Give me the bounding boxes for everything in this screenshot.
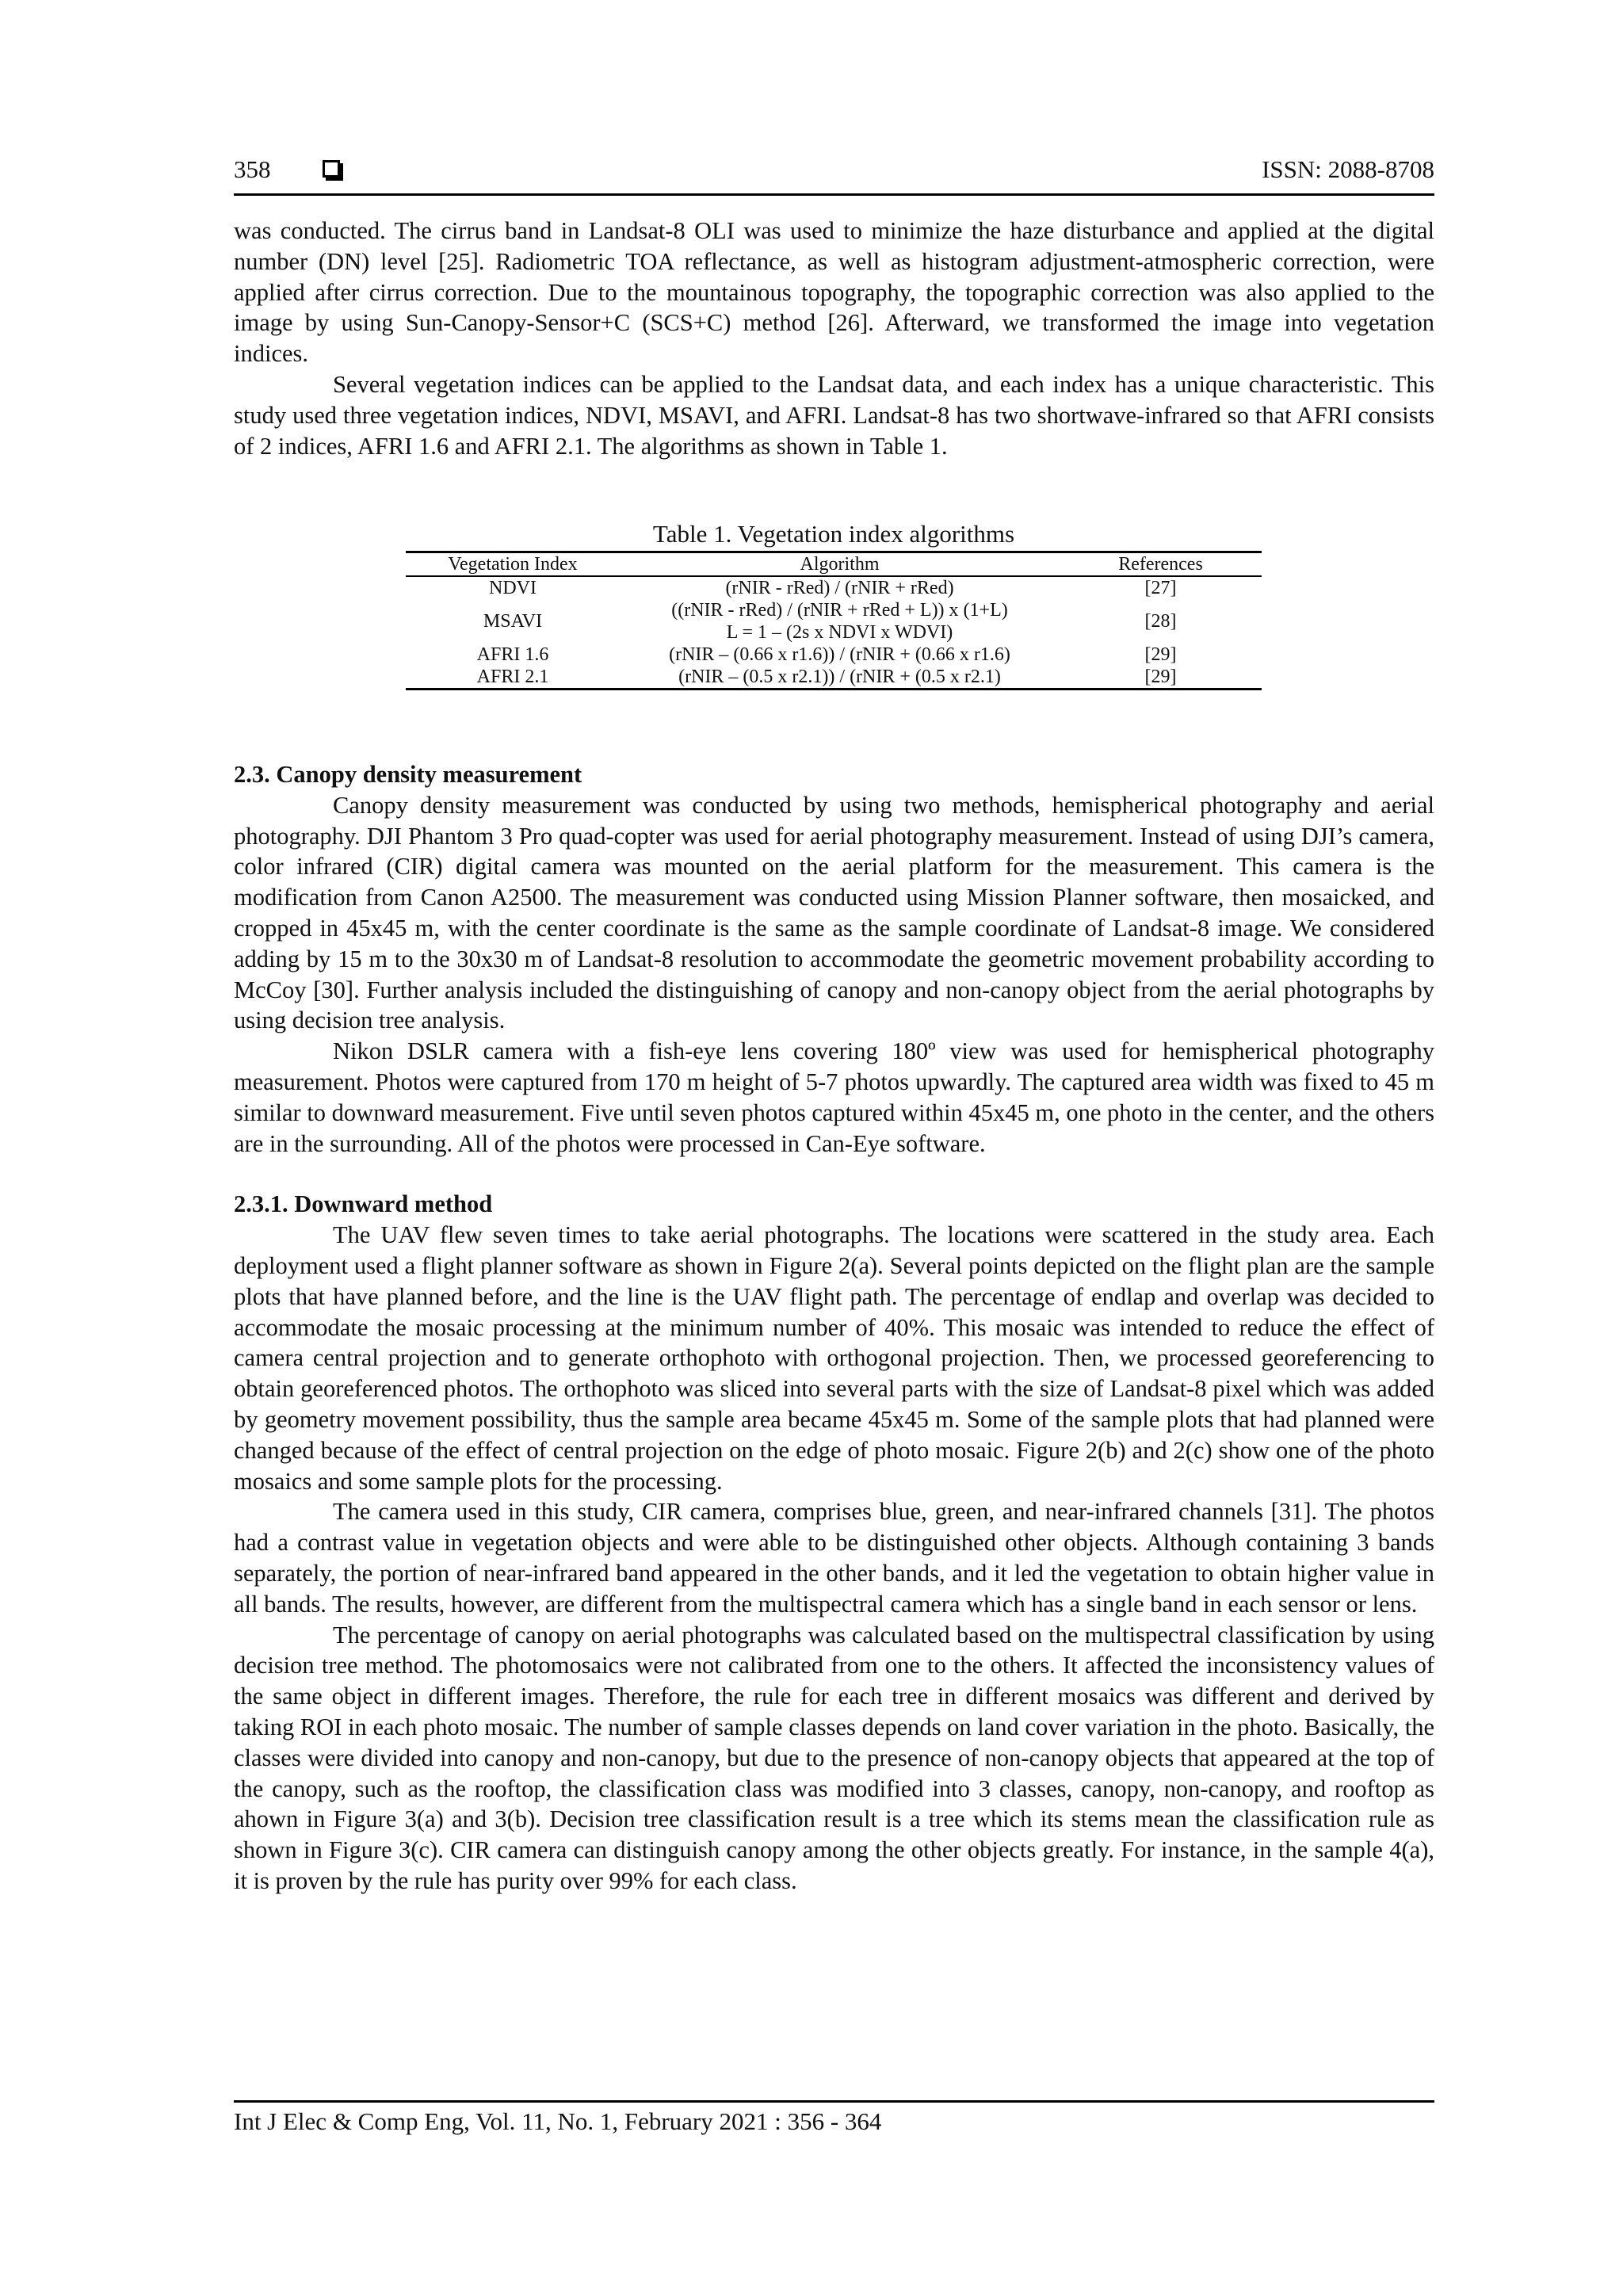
page-footer [234,2100,1434,2136]
table-row [406,576,1262,599]
algorithm-cell [620,576,1060,599]
index-cell: NDVI [489,578,537,598]
journal-citation: Int J Elec & Comp Eng, Vol. 11, No. 1, February 2021 : 356 - 364 [234,2107,882,2135]
table-row [406,644,1262,666]
column-header: References [1060,552,1262,577]
index-cell: AFRI 2.1 [476,667,549,687]
main-text-top [234,216,1434,461]
paragraph: The UAV flew seven times to take aerial photographs. The locations were scattered in the study area. Each deployment used a flight planner software as shown in Figure 2(a). Several points depicted on the flight plan are the sample plots that have planned before, and the line is the UAV flight path. The percentage of endlap and overlap was decided to accommodate the mosaic processing at the minimum number of 40%. This mosaic was intended to reduce the effect of camera central projection and to generate orthophoto with orthogonal projection. Then, we processed georeferencing to obtain georeferenced photos. The orthophoto was sliced into several parts with the size of Landsat-8 pixel which was added by geometry movement possibility, thus the sample area became 45x45 m. Some of the sample plots that had planned were changed because of the effect of central projection on the edge of photo mosaic. Figure 2(b) and 2(c) show one of the photo mosaics and some sample plots for the processing. [234,1221,1434,1495]
paragraph: Nikon DSLR camera with a fish-eye lens covering 180º view was used for hemispherical photography measurement. Photos were captured from 170 m height of 5-7 photos upwardly. The captured area width was fixed to 45 m similar to downward measurement. Five until seven photos captured within 45x45 m, one photo in the center, and the others are in the surrounding. All of the photos were processed in Can-Eye software. [234,1037,1434,1157]
main-text-bottom [234,759,1434,1897]
paragraph: Canopy density measurement was conducted by using two methods, hemispherical photography and aerial photography. DJI Phantom 3 Pro quad-copter was used for aerial photography measurement. Instead of using DJI’s camera, color infrared (CIR) digital camera was mounted on the aerial platform for the measurement. This camera is the modification from Canon A2500. The measurement was conducted using Mission Planner software, then mosaicked, and cropped in 45x45 m, with the center coordinate is the same as the sample coordinate of Landsat-8 image. We considered adding by 15 m to the 30x30 m of Landsat-8 resolution to accommodate the geometric movement probability according to McCoy [30]. Further analysis included the distinguishing of canopy and non-canopy object from the aerial photographs by using decision tree analysis. [234,791,1434,1034]
index-cell: MSAVI [483,611,543,632]
table-row [406,599,1262,644]
algorithm-line: (rNIR – (0.5 x r2.1)) / (rNIR + (0.5 x r2.1) [678,667,1001,687]
column-header: Algorithm [620,552,1060,577]
reference-cell: [29] [1144,667,1177,687]
reference-cell: [27] [1144,578,1177,598]
reference-cell: [29] [1144,644,1177,665]
square-bullet-icon [323,160,340,178]
algorithm-line: (rNIR – (0.66 x r1.6)) / (rNIR + (0.66 x r1.6) [669,644,1010,665]
algorithm-line: (rNIR - rRed) / (rNIR + rRed) [725,578,954,598]
algorithm-line: ((rNIR - rRed) / (rNIR + rRed + L)) x (1+L) [671,600,1008,621]
vegetation-index-table [406,551,1262,690]
paragraph: The percentage of canopy on aerial photographs was calculated based on the multispectral classification by using decision tree method. The photomosaics were not calibrated from one to the others. It affected the inconsistency values of the same object in different images. Therefore, the rule for each tree in different mosaics was different and derived by taking ROI in each photo mosaic. The number of sample classes depends on land cover variation in the photo. Basically, the classes were divided into canopy and non-canopy, but due to the presence of non-canopy objects that appeared at the top of the canopy, such as the rooftop, the classification class was modified into 3 classes, canopy, non-canopy, and rooftop as ahown in Figure 3(a) and 3(b). Decision tree classification result is a tree which its stems mean the classification rule as shown in Figure 3(c). CIR camera can distinguish canopy among the other objects greatly. For instance, in the sample 4(a), it is proven by the rule has purity over 99% for each class. [234,1621,1434,1894]
algorithm-cell [620,666,1060,690]
page-number: 358 [234,155,271,183]
index-cell: AFRI 1.6 [476,644,549,665]
table-caption: Table 1. Vegetation index algorithms [652,520,1015,548]
algorithm-line: L = 1 – (2s x NDVI x WDVI) [726,622,953,643]
paragraph: Several vegetation indices can be applied to the Landsat data, and each index has a unique characteristic. This study used three vegetation indices, NDVI, MSAVI, and AFRI. Landsat-8 has two shortwave-infrared so that AFRI consists of 2 indices, AFRI 1.6 and AFRI 2.1. The algorithms as shown in Table 1. [234,370,1434,460]
paragraph: The camera used in this study, CIR camera, comprises blue, green, and near-infrared channels [31]. The photos had a contrast value in vegetation objects and were able to be distinguished other objects. Although containing 3 bands separately, the portion of near-infrared band appeared in the other bands, and it led the vegetation to obtain higher value in all bands. The results, however, are different from the multispectral camera which has a single band in each sensor or lens. [234,1498,1434,1618]
table-1 [406,519,1262,690]
page-header [234,155,1434,196]
algorithm-cell [620,644,1060,666]
paragraph: was conducted. The cirrus band in Landsat-8 OLI was used to minimize the haze disturbance and applied at the digital number (DN) level [25]. Radiometric TOA reflectance, as well as histogram adjustment-atmospheric correction, were applied after cirrus correction. Due to the mountainous topography, the topographic correction was also applied to the image by using Sun-Canopy-Sensor+C (SCS+C) method [26]. Afterward, we transformed the image into vegetation indices. [234,217,1434,368]
spacer [234,1159,1434,1189]
table-row [406,666,1262,690]
subsection-heading: 2.3.1. Downward method [234,1190,493,1218]
column-header: Vegetation Index [406,552,620,577]
section-heading: 2.3. Canopy density measurement [234,761,582,788]
reference-cell: [28] [1144,611,1177,632]
algorithm-cell [620,599,1060,644]
issn-label: ISSN: 2088-8708 [1262,155,1434,183]
